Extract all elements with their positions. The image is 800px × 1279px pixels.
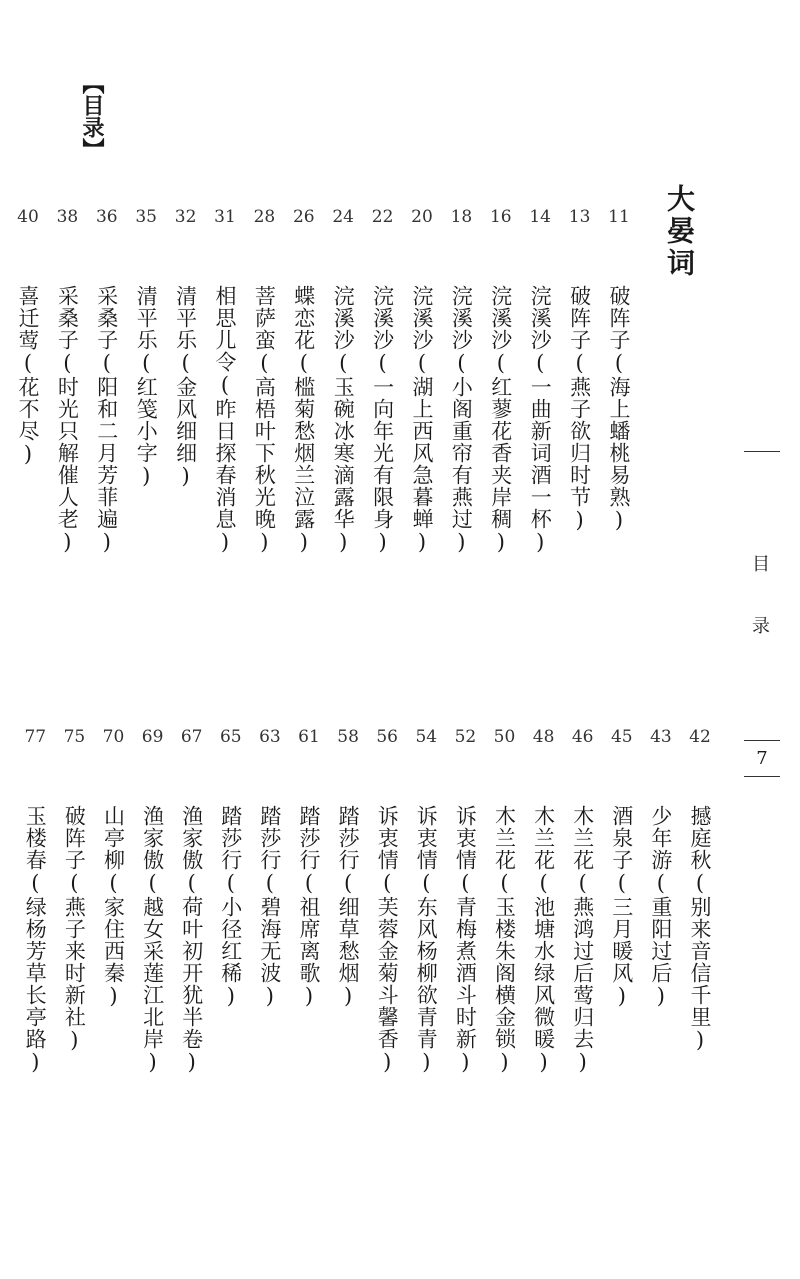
toc-entry-page: 24 <box>332 207 354 227</box>
toc-entry-page: 54 <box>415 727 438 747</box>
toc-entry-title: 诉衷情(青梅煮酒斗时新) <box>453 805 478 1075</box>
toc-entry[interactable] <box>642 0 680 1279</box>
toc-entry-title: 木兰花(池塘水绿风微暖) <box>531 805 556 1075</box>
toc-entry-page: 40 <box>17 207 39 227</box>
toc-entry-page: 67 <box>180 727 203 747</box>
toc-label: 【目录】 <box>79 72 105 160</box>
toc-entry-title: 浣溪沙(一向年光有限身) <box>370 285 395 555</box>
margin-rule-lower <box>744 776 780 777</box>
toc-entry-title: 少年游(重阳过后) <box>648 805 673 1009</box>
toc-entry-page: 52 <box>454 727 477 747</box>
toc-entry-title: 踏莎行(祖席离歌) <box>297 805 321 1009</box>
toc-entry-title: 木兰花(玉楼朱阁横金锁) <box>492 805 517 1075</box>
toc-entry[interactable] <box>212 0 250 1279</box>
toc-entry-title: 撼庭秋(别来音信千里) <box>688 805 712 1053</box>
toc-entry-title: 浣溪沙(红蓼花香夹岸稠) <box>488 285 513 555</box>
toc-entry[interactable] <box>173 0 211 1279</box>
toc-entry-page: 75 <box>63 727 86 747</box>
section-title: 大晏词 <box>663 184 696 280</box>
toc-entry-title: 破阵子(燕子来时新社) <box>62 805 87 1053</box>
toc-entry[interactable] <box>251 0 289 1279</box>
toc-entry-page: 18 <box>450 207 473 227</box>
toc-entry[interactable] <box>329 0 367 1279</box>
toc-entry-title: 木兰花(燕鸿过后莺归去) <box>570 805 595 1075</box>
toc-entry-page: 50 <box>493 727 516 747</box>
toc-entry-page: 32 <box>174 207 197 227</box>
toc-entry-page: 70 <box>102 727 125 747</box>
toc-entry-page: 11 <box>608 207 630 227</box>
toc-entry-page: 14 <box>529 207 551 227</box>
toc-entry-page: 13 <box>568 207 591 227</box>
toc-entry-page: 63 <box>259 727 281 747</box>
toc-entry[interactable] <box>525 0 563 1279</box>
toc-entry-page: 31 <box>214 207 236 227</box>
toc-entry-title: 清平乐(红笺小字) <box>134 285 159 489</box>
toc-entry-title: 踏莎行(小径红稀) <box>218 805 243 1009</box>
toc-entry[interactable] <box>134 0 172 1279</box>
toc-entry-title: 破阵子(海上蟠桃易熟) <box>607 285 631 533</box>
running-head-char-2: 录 <box>752 616 770 637</box>
toc-entry-page: 35 <box>135 207 157 227</box>
toc-entry-page: 56 <box>376 727 398 747</box>
toc-entry-page: 16 <box>489 207 512 227</box>
toc-entry-page: 20 <box>411 207 433 227</box>
toc-entry-title: 相思儿令(昨日探春消息) <box>213 285 237 555</box>
toc-entry-page: 42 <box>689 727 711 747</box>
toc-entry[interactable] <box>95 0 133 1279</box>
toc-entry-page: 61 <box>298 727 320 747</box>
toc-entry-page: 43 <box>650 727 672 747</box>
toc-entry-title: 采桑子(时光只解催人老) <box>55 285 80 555</box>
page-number: 7 <box>756 748 768 769</box>
toc-entry[interactable] <box>564 0 602 1279</box>
toc-entry-title: 诉衷情(东风杨柳欲青青) <box>414 805 439 1075</box>
toc-entry-page: 38 <box>56 207 79 227</box>
toc-entry-page: 36 <box>95 207 118 227</box>
toc-entry-title: 破阵子(燕子欲归时节) <box>567 285 592 533</box>
toc-entry-title: 踏莎行(碧海无波) <box>257 805 282 1009</box>
toc-entry[interactable] <box>486 0 524 1279</box>
toc-entry-page: 77 <box>24 727 47 747</box>
toc-entry[interactable] <box>407 0 445 1279</box>
toc-entry-title: 浣溪沙(一曲新词酒一杯) <box>528 285 553 555</box>
toc-entry-title: 清平乐(金风细细) <box>173 285 198 489</box>
toc-entry[interactable] <box>603 0 641 1279</box>
margin-rule-upper <box>744 740 780 741</box>
toc-entry-title: 踏莎行(细草愁烟) <box>336 805 361 1009</box>
toc-entry[interactable] <box>290 0 328 1279</box>
toc-entry-title: 山亭柳(家住西秦) <box>101 805 126 1009</box>
toc-entry[interactable] <box>16 0 54 1279</box>
toc-entry-title: 玉楼春(绿杨芳草长亭路) <box>23 805 48 1075</box>
toc-entry-page: 48 <box>532 727 555 747</box>
toc-entry-title: 菩萨蛮(高梧叶下秋光晚) <box>252 285 277 555</box>
toc-entry-page: 26 <box>292 207 315 227</box>
toc-entry-title: 喜迁莺(花不尽) <box>16 285 40 467</box>
toc-entry-title: 浣溪沙(玉碗冰寒滴露华) <box>331 285 356 555</box>
toc-entry[interactable] <box>55 0 93 1279</box>
running-head-char-1: 目 <box>752 554 770 575</box>
toc-entry-title: 渔家傲(荷叶初开犹半卷) <box>179 805 204 1075</box>
toc-entry-page: 28 <box>253 207 276 227</box>
toc-entry-title: 采桑子(阳和二月芳菲遍) <box>94 285 119 555</box>
toc-entry-page: 69 <box>141 727 164 747</box>
toc-entry[interactable] <box>681 0 719 1279</box>
toc-entry-title: 浣溪沙(湖上西风急暮蝉) <box>410 285 434 555</box>
toc-entry-page: 45 <box>610 727 633 747</box>
toc-entry-page: 58 <box>337 727 359 747</box>
toc-entry-title: 浣溪沙(小阁重帘有燕过) <box>449 285 474 555</box>
toc-entry-page: 46 <box>571 727 594 747</box>
margin-rule-top <box>744 451 780 452</box>
toc-entry-page: 65 <box>219 727 242 747</box>
toc-entry-page: 22 <box>371 207 394 227</box>
toc-entry-title: 酒泉子(三月暖风) <box>609 805 634 1009</box>
toc-entry[interactable] <box>368 0 406 1279</box>
toc-entry-title: 诉衷情(芙蓉金菊斗馨香) <box>375 805 400 1075</box>
toc-entry-title: 蝶恋花(槛菊愁烟兰泣露) <box>291 285 316 555</box>
toc-entry[interactable] <box>446 0 484 1279</box>
toc-entry-title: 渔家傲(越女采莲江北岸) <box>140 805 165 1075</box>
